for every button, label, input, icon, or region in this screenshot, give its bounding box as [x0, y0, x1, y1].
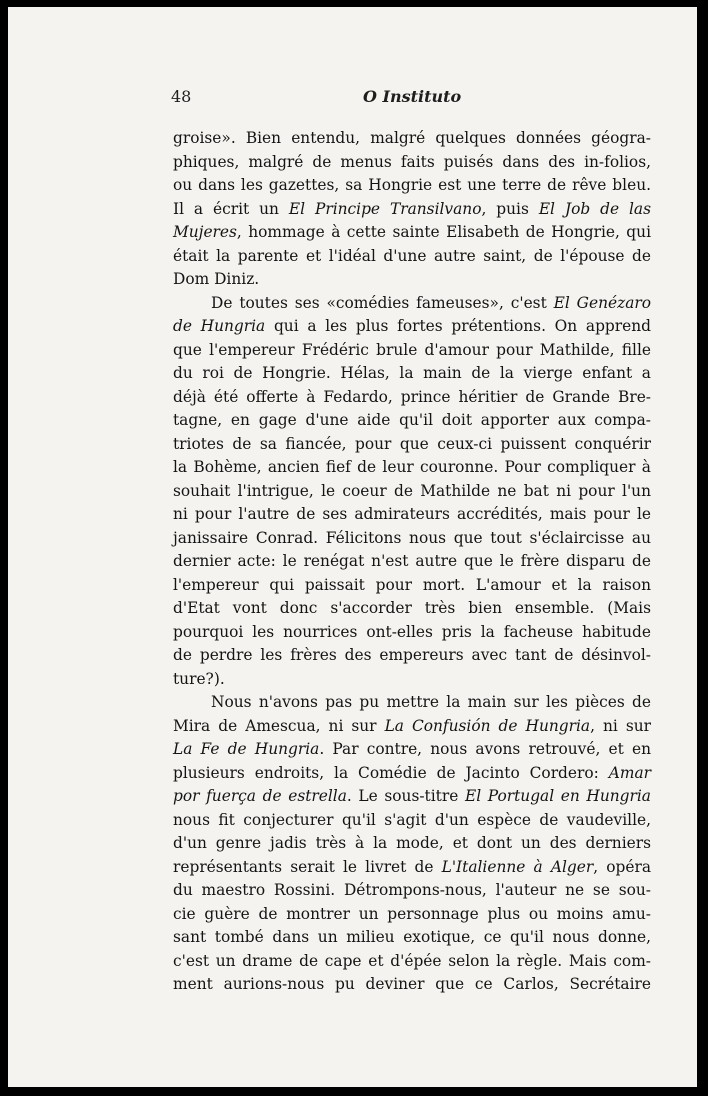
text-segment: . Par contre, nous avons retrouvé, et en [319, 740, 651, 758]
text-line [173, 456, 651, 480]
italic-title: El Portugal en Hungria [464, 787, 651, 805]
text-line [173, 221, 651, 245]
text-line [173, 809, 651, 833]
italic-title: de Hungria [173, 317, 266, 335]
text-segment: triotes de sa fiancée, pour que ceux-ci puissent conquérir [173, 434, 651, 453]
italic-title: por fuerça de estrella [173, 787, 347, 805]
italic-title: Mujeres [173, 223, 237, 241]
text-line [173, 315, 651, 339]
text-segment: dernier acte: le renégat n'est autre que le frère disparu de [173, 552, 651, 570]
text-segment: janissaire Conrad. Félicitons nous que tout s'éclaircisse au [173, 528, 651, 547]
text-line [173, 433, 651, 457]
text-segment: plusieurs endroits, la Comédie de Jacinto Cordero: [173, 763, 609, 782]
italic-title: L'Italienne à Alger [441, 857, 594, 876]
text-line [173, 292, 651, 316]
text-line [173, 550, 651, 574]
text-segment: phiques, malgré de menus faits puisés dans des in-folios, [173, 152, 651, 171]
italic-title: El Job de las [538, 199, 651, 218]
text-segment: d'Etat vont donc s'accorder très bien ensemble. (Mais [173, 599, 651, 617]
book-page [8, 7, 697, 1087]
text-segment: tagne, en gage d'une aide qu'il doit apporter aux compa- [173, 411, 651, 429]
page-header [171, 87, 653, 109]
text-line [173, 198, 651, 222]
text-segment: , opéra [593, 857, 651, 876]
text-segment: nous fit conjecturer qu'il s'agit d'un espèce de vaudeville, [173, 810, 651, 829]
italic-title: Amar [608, 763, 651, 782]
text-segment: de perdre les frères des empereurs avec tant de désinvol- [173, 646, 651, 664]
text-segment: . Le sous-titre [346, 787, 465, 805]
text-line [173, 715, 651, 739]
text-segment: du maestro Rossini. Détrompons-nous, l'auteur ne se sou- [173, 881, 651, 899]
text-segment: pourquoi les nourrices ont-elles pris la facheuse habitude [173, 622, 651, 641]
text-line [173, 762, 651, 786]
text-line [173, 832, 651, 856]
text-line [173, 903, 651, 927]
text-segment: qui a les plus fortes prétentions. On apprend [265, 317, 652, 335]
text-line [173, 574, 651, 598]
text-line [173, 386, 651, 410]
text-segment: déjà été offerte à Fedardo, prince héritier de Grande Bre- [173, 387, 651, 406]
text-line [173, 950, 651, 974]
running-title: O Instituto [363, 87, 462, 106]
text-line [173, 973, 651, 997]
text-line [173, 621, 651, 645]
text-segment: souhait l'intrigue, le coeur de Mathilde ne bat ni pour l'un [173, 481, 651, 500]
text-line [173, 597, 651, 621]
text-segment: l'empereur qui paissait pour mort. L'amour et la raison [173, 575, 651, 594]
text-line [173, 644, 651, 668]
text-line [173, 268, 651, 292]
text-segment: était la parente et l'idéal d'une autre saint, de l'épouse de [173, 246, 651, 265]
text-segment: , hommage à cette sainte Elisabeth de Hongrie, qui [236, 223, 651, 241]
text-segment: cie guère de montrer un personnage plus ou moins amu- [173, 904, 651, 923]
text-line [173, 856, 651, 880]
text-line [173, 409, 651, 433]
italic-title: La Confusión de Hungria [384, 716, 591, 735]
text-segment: ni pour l'autre de ses admirateurs accrédités, mais pour le [173, 505, 651, 523]
text-line [173, 668, 651, 692]
italic-title: La Fe de Hungria [173, 740, 320, 758]
text-line [173, 691, 651, 715]
text-line [173, 362, 651, 386]
text-segment: représentants serait le livret de [173, 857, 442, 876]
text-segment: ture?). [173, 669, 225, 688]
text-segment: ment aurions-nous pu deviner que ce Carlos, Secrétaire [173, 975, 651, 993]
text-segment: De toutes ses «comédies fameuses», c'est [211, 293, 554, 312]
text-line [173, 738, 651, 762]
text-segment: groise». Bien entendu, malgré quelques données géogra- [173, 129, 651, 147]
text-segment: du roi de Hongrie. Hélas, la main de la vierge enfant a [173, 364, 651, 382]
text-segment: Il a écrit un [173, 199, 289, 218]
text-segment: Nous n'avons pas pu mettre la main sur les pièces de [211, 693, 651, 711]
text-segment: Dom Diniz. [173, 270, 260, 288]
italic-title: El Genézaro [553, 293, 651, 312]
text-segment: d'un genre jadis très à la mode, et dont un des derniers [173, 834, 651, 852]
text-segment: sant tombé dans un milieu exotique, ce qu'il nous donne, [173, 928, 651, 946]
text-segment: ou dans les gazettes, sa Hongrie est une terre de rêve bleu. [173, 176, 651, 194]
text-line [173, 151, 651, 175]
body-text [173, 127, 651, 997]
text-segment: que l'empereur Frédéric brule d'amour pour Mathilde, fille [173, 340, 651, 359]
text-line [173, 174, 651, 198]
text-line [173, 527, 651, 551]
text-segment: , ni sur [590, 716, 651, 735]
text-line [173, 926, 651, 950]
text-segment: c'est un drame de cape et d'épée selon la règle. Mais com- [173, 951, 651, 970]
text-segment: la Bohème, ancien fief de leur couronne. Pour compliquer à [173, 458, 651, 476]
text-line [173, 339, 651, 363]
text-line [173, 785, 651, 809]
text-segment: Mira de Amescua, ni sur [173, 716, 385, 735]
text-line [173, 503, 651, 527]
text-line [173, 879, 651, 903]
page-number: 48 [171, 87, 192, 106]
text-line [173, 245, 651, 269]
text-segment: , puis [481, 199, 539, 218]
italic-title: El Principe Transilvano [288, 199, 482, 218]
text-line [173, 127, 651, 151]
text-line [173, 480, 651, 504]
